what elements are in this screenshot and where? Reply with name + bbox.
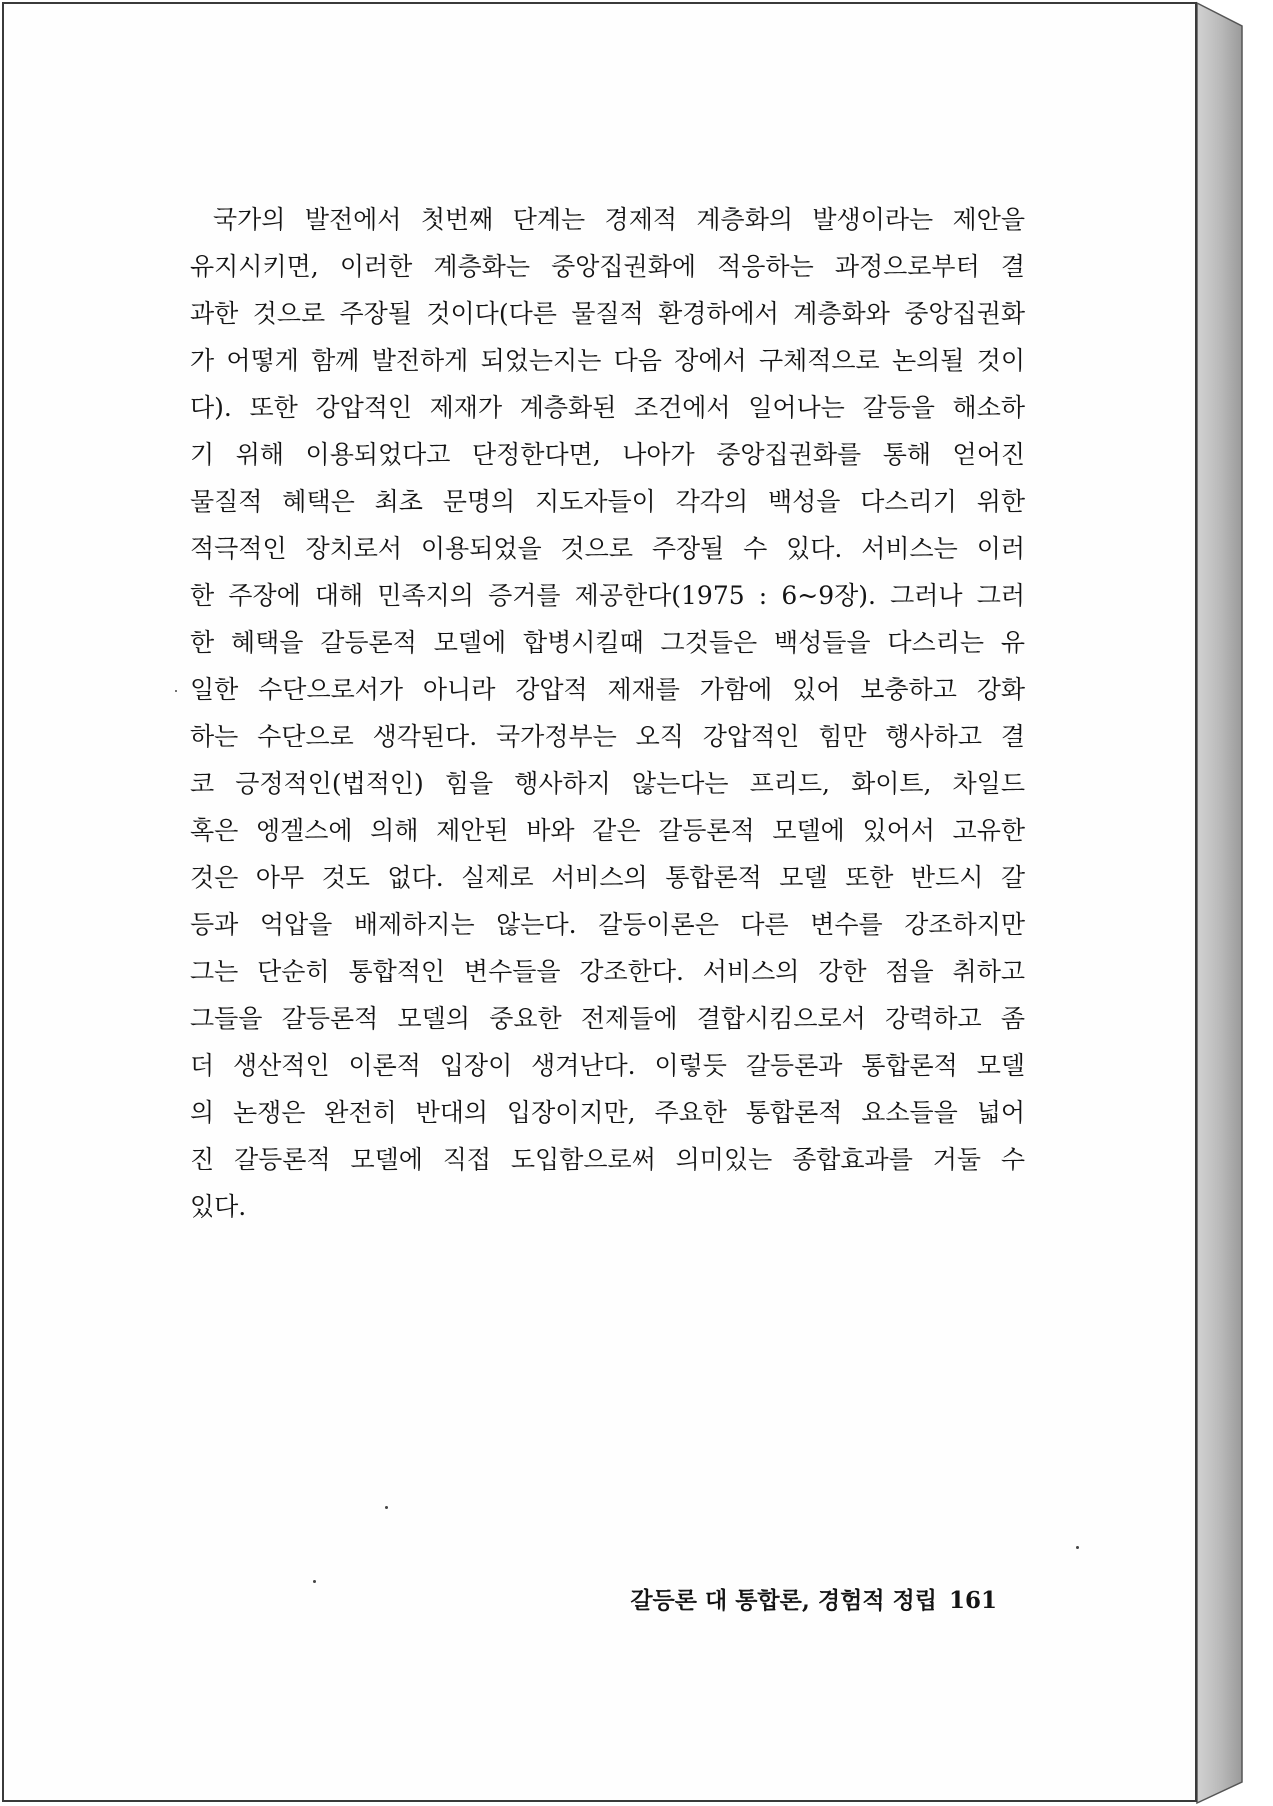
text-line: 기 위해 이용되었다고 단정한다면, 나아가 중앙집권화를 통해 얻어진: [190, 440, 1025, 469]
text-line: 가 어떻게 함께 발전하게 되었는지는 다음 장에서 구체적으로 논의될 것이: [190, 346, 1025, 375]
text-line: 다). 또한 강압적인 제재가 계층화된 조건에서 일어나는 갈등을 해소하: [190, 393, 1025, 422]
text-line: 혹은 엥겔스에 의해 제안된 바와 같은 갈등론적 모델에 있어서 고유한: [190, 816, 1025, 845]
text-line: 한 주장에 대해 민족지의 증거를 제공한다(1975 : 6~9장). 그러나 그러: [190, 581, 1025, 610]
text-line: 진 갈등론적 모델에 직접 도입함으로써 의미있는 종합효과를 거둘 수: [190, 1145, 1025, 1174]
text-line: 유지시키면, 이러한 계층화는 중앙집권화에 적응하는 과정으로부터 결: [190, 252, 1025, 281]
text-line: 과한 것으로 주장될 것이다(다른 물질적 환경하에서 계층화와 중앙집권화: [190, 299, 1025, 328]
running-footer: [560, 1584, 997, 1618]
scan-speck: [175, 690, 177, 692]
text-line: 있다.: [190, 1192, 247, 1221]
page-stack-side: [1197, 3, 1242, 1803]
scan-speck: [1076, 1546, 1079, 1549]
scan-speck: [313, 1580, 316, 1583]
text-line: 물질적 혜택은 최초 문명의 지도자들이 각각의 백성을 다스리기 위한: [190, 487, 1025, 516]
body-text: [190, 196, 1025, 1230]
text-line: 그들을 갈등론적 모델의 중요한 전제들에 결합시킴으로서 강력하고 좀: [190, 1004, 1025, 1033]
text-line: 일한 수단으로서가 아니라 강압적 제재를 가함에 있어 보충하고 강화: [190, 675, 1025, 704]
text-line: 국가의 발전에서 첫번째 단계는 경제적 계층화의 발생이라는 제안을: [213, 205, 1025, 234]
text-line: 의 논쟁은 완전히 반대의 입장이지만, 주요한 통합론적 요소들을 넓어: [190, 1098, 1025, 1127]
text-line: 적극적인 장치로서 이용되었을 것으로 주장될 수 있다. 서비스는 이러: [190, 534, 1025, 563]
text-line: 더 생산적인 이론적 입장이 생겨난다. 이렇듯 갈등론과 통합론적 모델: [190, 1051, 1025, 1080]
text-line: 등과 억압을 배제하지는 않는다. 갈등이론은 다른 변수를 강조하지만: [190, 910, 1025, 939]
text-line: 하는 수단으로 생각된다. 국가정부는 오직 강압적인 힘만 행사하고 결: [190, 722, 1025, 751]
text-line: 것은 아무 것도 없다. 실제로 서비스의 통합론적 모델 또한 반드시 갈: [190, 863, 1025, 892]
page-number: 161: [948, 1587, 997, 1614]
text-line: 한 혜택을 갈등론적 모델에 합병시킬때 그것들은 백성들을 다스리는 유: [190, 628, 1025, 657]
text-line: 코 긍정적인(법적인) 힘을 행사하지 않는다는 프리드, 화이트, 차일드: [190, 769, 1025, 798]
text-line: 그는 단순히 통합적인 변수들을 강조한다. 서비스의 강한 점을 취하고: [190, 957, 1025, 986]
scan-speck: [385, 1506, 388, 1509]
running-footer-title: 갈등론 대 통합론, 경험적 정립: [630, 1587, 937, 1614]
